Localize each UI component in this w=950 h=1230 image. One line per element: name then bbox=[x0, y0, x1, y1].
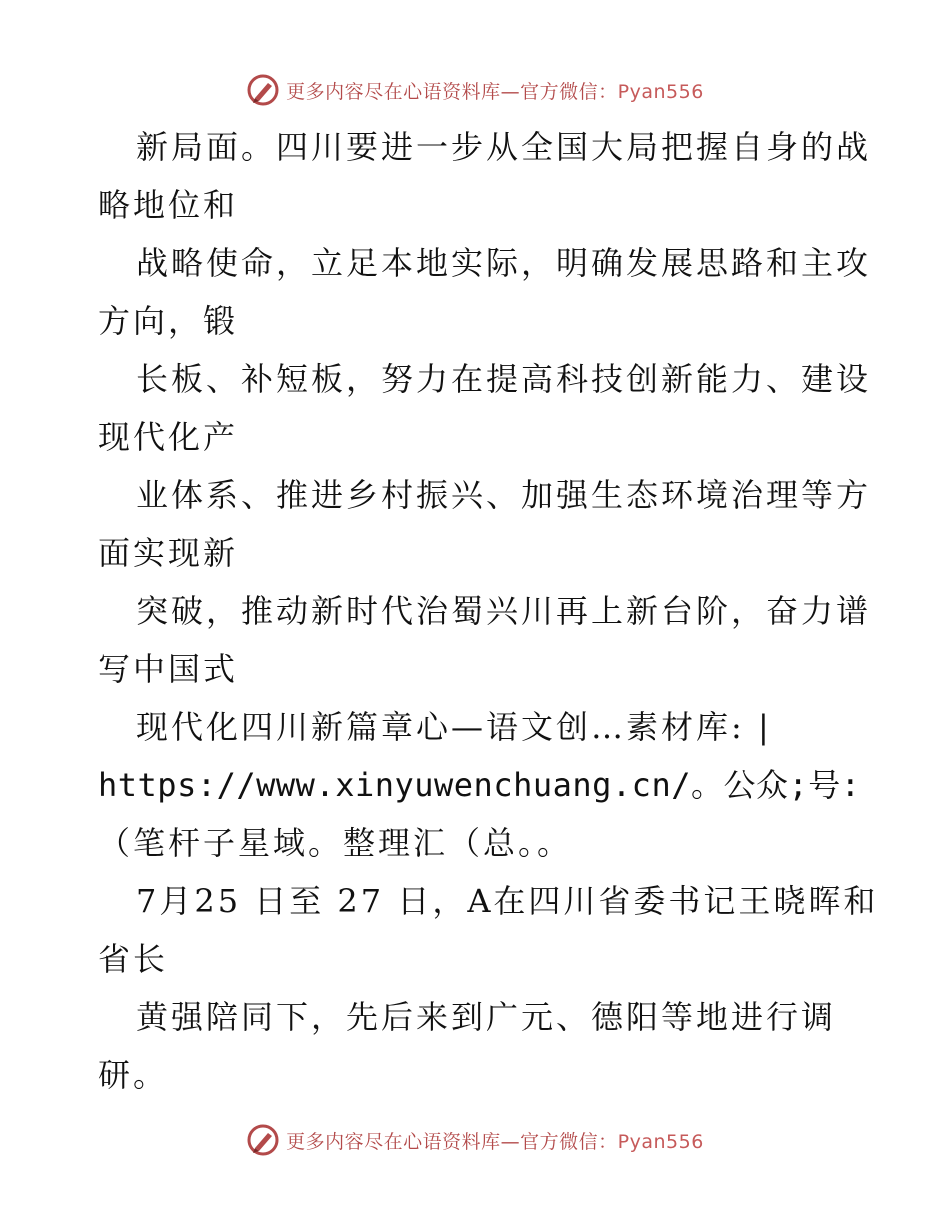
text-line: 现代化产 bbox=[98, 418, 239, 456]
text-line: 黄强陪同下，先后来到广元、德阳等地进行调 bbox=[136, 998, 837, 1036]
text-line: （笔杆子星域。整理汇（总。。 bbox=[98, 824, 573, 862]
url-line: https://www.xinyuwenchuang.cn/。公众;号: bbox=[98, 766, 861, 804]
text-line: 面实现新 bbox=[98, 534, 239, 572]
text-line: 业体系、推进乡村振兴、加强生态环境治理等方 bbox=[136, 476, 872, 514]
pen-logo-icon bbox=[246, 1123, 280, 1157]
text-line: 突破，推动新时代治蜀兴川再上新台阶，奋力谱 bbox=[136, 592, 872, 630]
text-line: 战略使命，立足本地实际，明确发展思路和主攻 bbox=[136, 244, 872, 282]
watermark-handle: Pyan556 bbox=[617, 80, 704, 103]
pen-logo-icon bbox=[246, 73, 280, 107]
watermark-text: 更多内容尽在心语资料库—官方微信：Pyan556 bbox=[286, 80, 704, 103]
footer-watermark bbox=[0, 1120, 950, 1160]
text-line: 研。 bbox=[98, 1056, 169, 1094]
text-line: 写中国式 bbox=[98, 650, 239, 688]
text-line: 7月25 日至 27 日，A在四川省委书记王晓晖和 bbox=[136, 882, 879, 920]
text-line: 长板、补短板，努力在提高科技创新能力、建设 bbox=[136, 360, 872, 398]
text-line: 方向，锻 bbox=[98, 302, 239, 340]
watermark-text: 更多内容尽在心语资料库—官方微信：Pyan556 bbox=[286, 1130, 704, 1153]
document-body bbox=[98, 118, 879, 1104]
text-line: 省长 bbox=[98, 940, 169, 978]
watermark-handle: Pyan556 bbox=[617, 1130, 704, 1153]
text-line: 新局面。四川要进一步从全国大局把握自身的战 bbox=[136, 128, 872, 166]
header-watermark bbox=[0, 70, 950, 110]
text-line: 略地位和 bbox=[98, 186, 239, 224]
text-line: 现代化四川新篇章心—语文创…素材库: | bbox=[136, 708, 772, 746]
